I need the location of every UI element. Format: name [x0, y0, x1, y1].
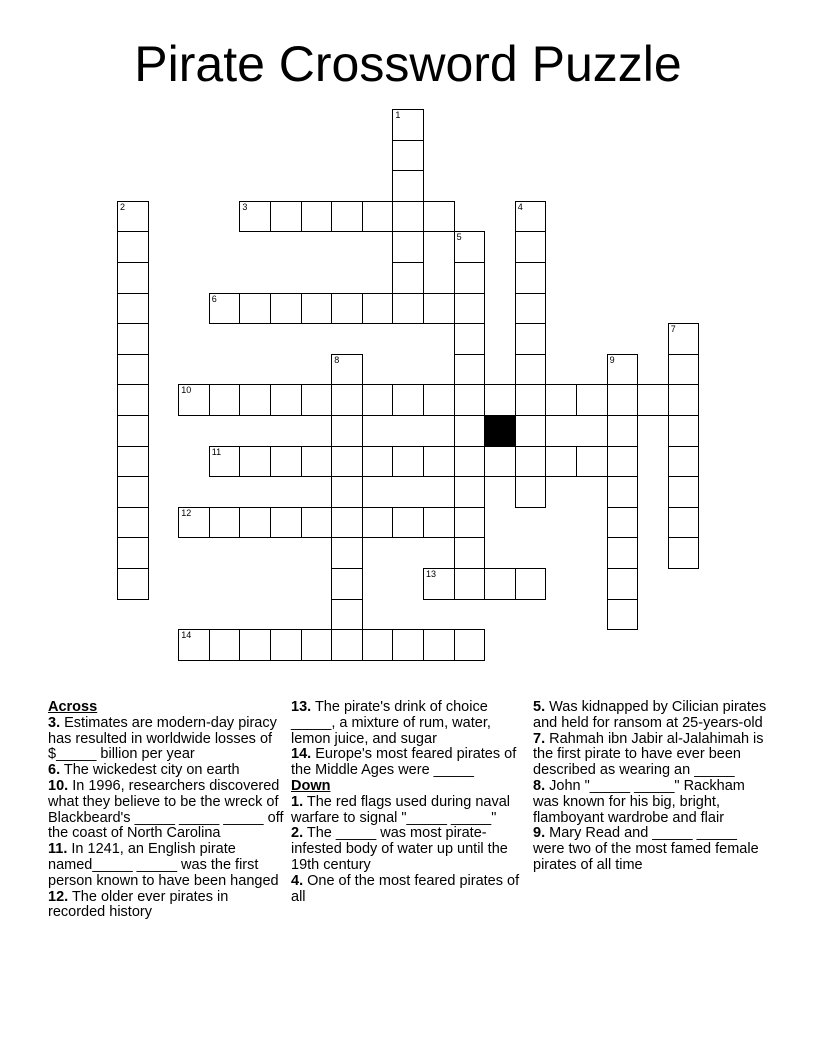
crossword-cell[interactable]: [270, 507, 302, 539]
crossword-cell[interactable]: [607, 415, 639, 447]
clue-text: One of the most feared pirates of all: [291, 872, 520, 905]
page-title: Pirate Crossword Puzzle: [134, 36, 682, 92]
crossword-cell[interactable]: [392, 170, 424, 202]
crossword-cell[interactable]: [301, 446, 333, 478]
crossword-cell[interactable]: [331, 476, 363, 508]
crossword-cell[interactable]: [423, 293, 455, 325]
crossword-cell[interactable]: [484, 446, 516, 478]
crossword-cell[interactable]: [515, 231, 547, 263]
crossword-cell[interactable]: [301, 293, 333, 325]
crossword-cell[interactable]: [454, 568, 486, 600]
crossword-cell[interactable]: [484, 568, 516, 600]
crossword-cell[interactable]: [454, 231, 486, 263]
crossword-cell[interactable]: [117, 231, 149, 263]
crossword-cell[interactable]: [270, 293, 302, 325]
crossword-cell[interactable]: [607, 568, 639, 600]
clue-number: 7.: [533, 730, 546, 747]
crossword-cell[interactable]: [178, 384, 210, 416]
clue-number-label: 9: [609, 354, 615, 365]
clue-number-label: 4: [517, 201, 523, 212]
crossword-cell[interactable]: [301, 507, 333, 539]
clue-number-label: 8: [334, 354, 340, 365]
clue-number-label: 11: [211, 446, 222, 457]
crossword-cell[interactable]: [484, 384, 516, 416]
crossword-cell[interactable]: [209, 507, 241, 539]
clue-down-1: [291, 795, 527, 827]
crossword-cell[interactable]: [607, 599, 639, 631]
clue-number-label: 14: [181, 630, 192, 641]
crossword-cell[interactable]: [545, 446, 577, 478]
clue-down-9: [533, 826, 769, 873]
crossword-cell[interactable]: [607, 507, 639, 539]
clue-number-label: 3: [242, 201, 248, 212]
clue-text: The _____ was most pirate-infested body of water up until the 19th century: [291, 825, 508, 873]
crossword-cell[interactable]: [515, 568, 547, 600]
clue-across-13: [291, 700, 527, 747]
crossword-cell[interactable]: [392, 629, 424, 661]
crossword-cell[interactable]: [668, 415, 700, 447]
clue-text: The pirate's drink of choice _____, a mixture of rum, water, lemon juice, and sugar: [291, 699, 491, 747]
crossword-cell[interactable]: [331, 415, 363, 447]
crossword-cell[interactable]: [239, 507, 271, 539]
crossword-cell[interactable]: [515, 476, 547, 508]
crossword-cell[interactable]: [331, 568, 363, 600]
crossword-cell[interactable]: [301, 201, 333, 233]
clue-across-10: [48, 779, 284, 842]
clue-across-11: [48, 842, 284, 889]
clue-text: Was kidnapped by Cilician pirates and held for ransom at 25-years-old: [533, 699, 767, 731]
crossword-cell[interactable]: [117, 384, 149, 416]
crossword-cell[interactable]: [331, 201, 363, 233]
crossword-cell[interactable]: [239, 629, 271, 661]
clue-down-7: [533, 732, 769, 779]
crossword-cell[interactable]: [362, 629, 394, 661]
crossword-cell[interactable]: [331, 599, 363, 631]
crossword-cell[interactable]: [515, 446, 547, 478]
crossword-cell[interactable]: [423, 507, 455, 539]
clue-down-5: [533, 700, 769, 732]
clue-text: Mary Read and _____ _____ were two of the most famed female pirates of all time: [533, 825, 759, 873]
crossword-cell[interactable]: [362, 201, 394, 233]
clue-down-4: [291, 874, 527, 906]
clue-number: 11.: [48, 841, 68, 858]
clue-number-label: 1: [395, 110, 401, 120]
crossword-cell[interactable]: [301, 384, 333, 416]
clue-number: 3.: [48, 714, 61, 731]
crossword-cell[interactable]: [454, 629, 486, 661]
crossword-cell[interactable]: [239, 446, 271, 478]
crossword-cell[interactable]: [454, 262, 486, 294]
clues-column-3: [533, 700, 769, 874]
crossword-cell[interactable]: [423, 568, 455, 600]
clue-number: 1.: [291, 793, 304, 810]
crossword-cell[interactable]: [270, 629, 302, 661]
clue-number-label: 2: [120, 201, 126, 212]
crossword-cell[interactable]: [331, 629, 363, 661]
clue-across-6: [48, 763, 284, 779]
clue-number: 2.: [291, 825, 304, 842]
clue-number-label: 12: [181, 507, 192, 518]
clue-text: In 1996, researchers discovered what they believe to be the wreck of Blackbeard's _____ _____ _____ off the coast of North Carolina: [48, 777, 284, 842]
crossword-cell[interactable]: [668, 537, 700, 569]
crossword-cell[interactable]: [178, 507, 210, 539]
clue-across-3: [48, 716, 284, 763]
crossword-cell[interactable]: [515, 384, 547, 416]
crossword-cell[interactable]: [668, 446, 700, 478]
crossword-cell[interactable]: [454, 507, 486, 539]
crossword-cell[interactable]: [209, 293, 241, 325]
clue-text: The wickedest city on earth: [63, 762, 240, 779]
clue-number-label: 13: [426, 569, 437, 579]
crossword-cell[interactable]: [362, 446, 394, 478]
crossword-cell[interactable]: [331, 293, 363, 325]
crossword-cell[interactable]: [392, 201, 424, 233]
crossword-cell[interactable]: [331, 537, 363, 569]
crossword-cell[interactable]: [209, 384, 241, 416]
crossword-cell[interactable]: [607, 537, 639, 569]
clue-text: Estimates are modern-day piracy has resulted in worldwide losses of $_____ billion per year: [48, 714, 277, 763]
crossword-cell[interactable]: [331, 446, 363, 478]
crossword-cell[interactable]: [454, 384, 486, 416]
clue-text: The red flags used during naval warfare to signal "_____ _____": [291, 793, 511, 826]
crossword-cell[interactable]: [454, 323, 486, 355]
clue-down-8: [533, 779, 769, 826]
crossword-cell[interactable]: [454, 446, 486, 478]
crossword-cell[interactable]: [423, 446, 455, 478]
crossword-cell[interactable]: [117, 507, 149, 539]
clue-text: Rahmah ibn Jabir al-Jalahimah is the first pirate to have ever been described as wearing an _____: [533, 730, 764, 779]
clue-text: In 1241, an English pirate named_____ _____ was the first person known to have been hanged: [48, 841, 279, 889]
crossword-cell[interactable]: [117, 323, 149, 355]
clue-number: 5.: [533, 699, 546, 715]
crossword-cell[interactable]: [454, 354, 486, 386]
clue-down-2: [291, 826, 527, 873]
crossword-cell[interactable]: [637, 384, 669, 416]
crossword-cell[interactable]: [117, 415, 149, 447]
clue-text: Europe's most feared pirates of the Middle Ages were _____: [291, 746, 517, 779]
clue-number-label: 6: [211, 293, 217, 304]
crossword-cell[interactable]: [607, 354, 639, 386]
crossword-cell[interactable]: [515, 323, 547, 355]
crossword-cell[interactable]: [331, 507, 363, 539]
crossword-cell[interactable]: [515, 201, 547, 233]
clue-number: 12.: [48, 888, 69, 905]
clue-number-label: 7: [670, 324, 676, 335]
crossword-cell[interactable]: [392, 140, 424, 172]
clue-number: 13.: [291, 699, 312, 715]
crossword-cell[interactable]: [392, 293, 424, 325]
crossword-cell[interactable]: [515, 415, 547, 447]
crossword-cell[interactable]: [454, 415, 486, 447]
clue-number: 6.: [48, 762, 61, 779]
crossword-cell[interactable]: [392, 262, 424, 294]
down-heading: Down: [291, 777, 331, 794]
crossword-cell[interactable]: [668, 476, 700, 508]
clue-across-12: [48, 890, 284, 922]
crossword-cell[interactable]: [362, 384, 394, 416]
crossword-cell[interactable]: [515, 354, 547, 386]
clue-number: 14.: [291, 746, 312, 763]
crossword-cell[interactable]: [239, 201, 271, 233]
clue-number: 8.: [533, 777, 546, 794]
crossword-cell[interactable]: [454, 476, 486, 508]
crossword-cell[interactable]: [423, 629, 455, 661]
crossword-cell[interactable]: [362, 293, 394, 325]
crossword-cell[interactable]: [454, 537, 486, 569]
crossword-cell[interactable]: [423, 201, 455, 233]
crossword-cell[interactable]: [209, 629, 241, 661]
crossword-cell[interactable]: [576, 384, 608, 416]
clue-number: 9.: [533, 825, 546, 842]
crossword-cell[interactable]: [668, 323, 700, 355]
crossword-cell[interactable]: [392, 384, 424, 416]
crossword-cell[interactable]: [117, 354, 149, 386]
crossword-cell[interactable]: [454, 293, 486, 325]
clues-column-1: [48, 700, 284, 921]
clue-text: The older ever pirates in recorded history: [48, 888, 229, 921]
crossword-cell[interactable]: [209, 446, 241, 478]
crossword-cell[interactable]: [270, 201, 302, 233]
crossword-cell[interactable]: [545, 384, 577, 416]
crossword-cell[interactable]: [331, 384, 363, 416]
crossword-cell[interactable]: [668, 507, 700, 539]
clue-across-14: [291, 747, 527, 779]
crossword-cell[interactable]: [239, 293, 271, 325]
crossword-cell[interactable]: [117, 537, 149, 569]
crossword-cell[interactable]: [270, 446, 302, 478]
crossword-cell[interactable]: [362, 507, 394, 539]
clue-number-label: 10: [181, 385, 192, 396]
crossword-cell[interactable]: [117, 293, 149, 325]
crossword-black-square: [484, 415, 516, 447]
crossword-cell[interactable]: [301, 629, 333, 661]
crossword-cell[interactable]: [515, 293, 547, 325]
crossword-cell[interactable]: [117, 476, 149, 508]
crossword-cell[interactable]: [392, 507, 424, 539]
crossword-cell[interactable]: [117, 446, 149, 478]
crossword-cell[interactable]: [423, 384, 455, 416]
crossword-cell[interactable]: [515, 262, 547, 294]
crossword-cell[interactable]: [668, 384, 700, 416]
crossword-cell[interactable]: [331, 354, 363, 386]
crossword-cell[interactable]: [392, 231, 424, 263]
crossword-cell[interactable]: [607, 446, 639, 478]
crossword-cell[interactable]: [117, 568, 149, 600]
crossword-cell[interactable]: [607, 384, 639, 416]
across-heading: Across: [48, 699, 98, 715]
crossword-cell[interactable]: [117, 262, 149, 294]
crossword-cell[interactable]: [117, 201, 149, 233]
crossword-cell[interactable]: [576, 446, 608, 478]
crossword-cell[interactable]: [239, 384, 271, 416]
clue-text: John "_____ _____" Rackham was known for his big, bright, flamboyant wardrobe and flair: [533, 777, 745, 826]
crossword-cell[interactable]: [607, 476, 639, 508]
crossword-cell[interactable]: [178, 629, 210, 661]
crossword-cell[interactable]: [668, 354, 700, 386]
clues-column-2: [291, 700, 527, 905]
crossword-cell[interactable]: [392, 446, 424, 478]
clue-number: 4.: [291, 872, 304, 889]
crossword-cell[interactable]: [270, 384, 302, 416]
clue-number: 10.: [48, 777, 69, 794]
clue-number-label: 5: [456, 232, 462, 243]
crossword-cell[interactable]: [392, 109, 424, 141]
